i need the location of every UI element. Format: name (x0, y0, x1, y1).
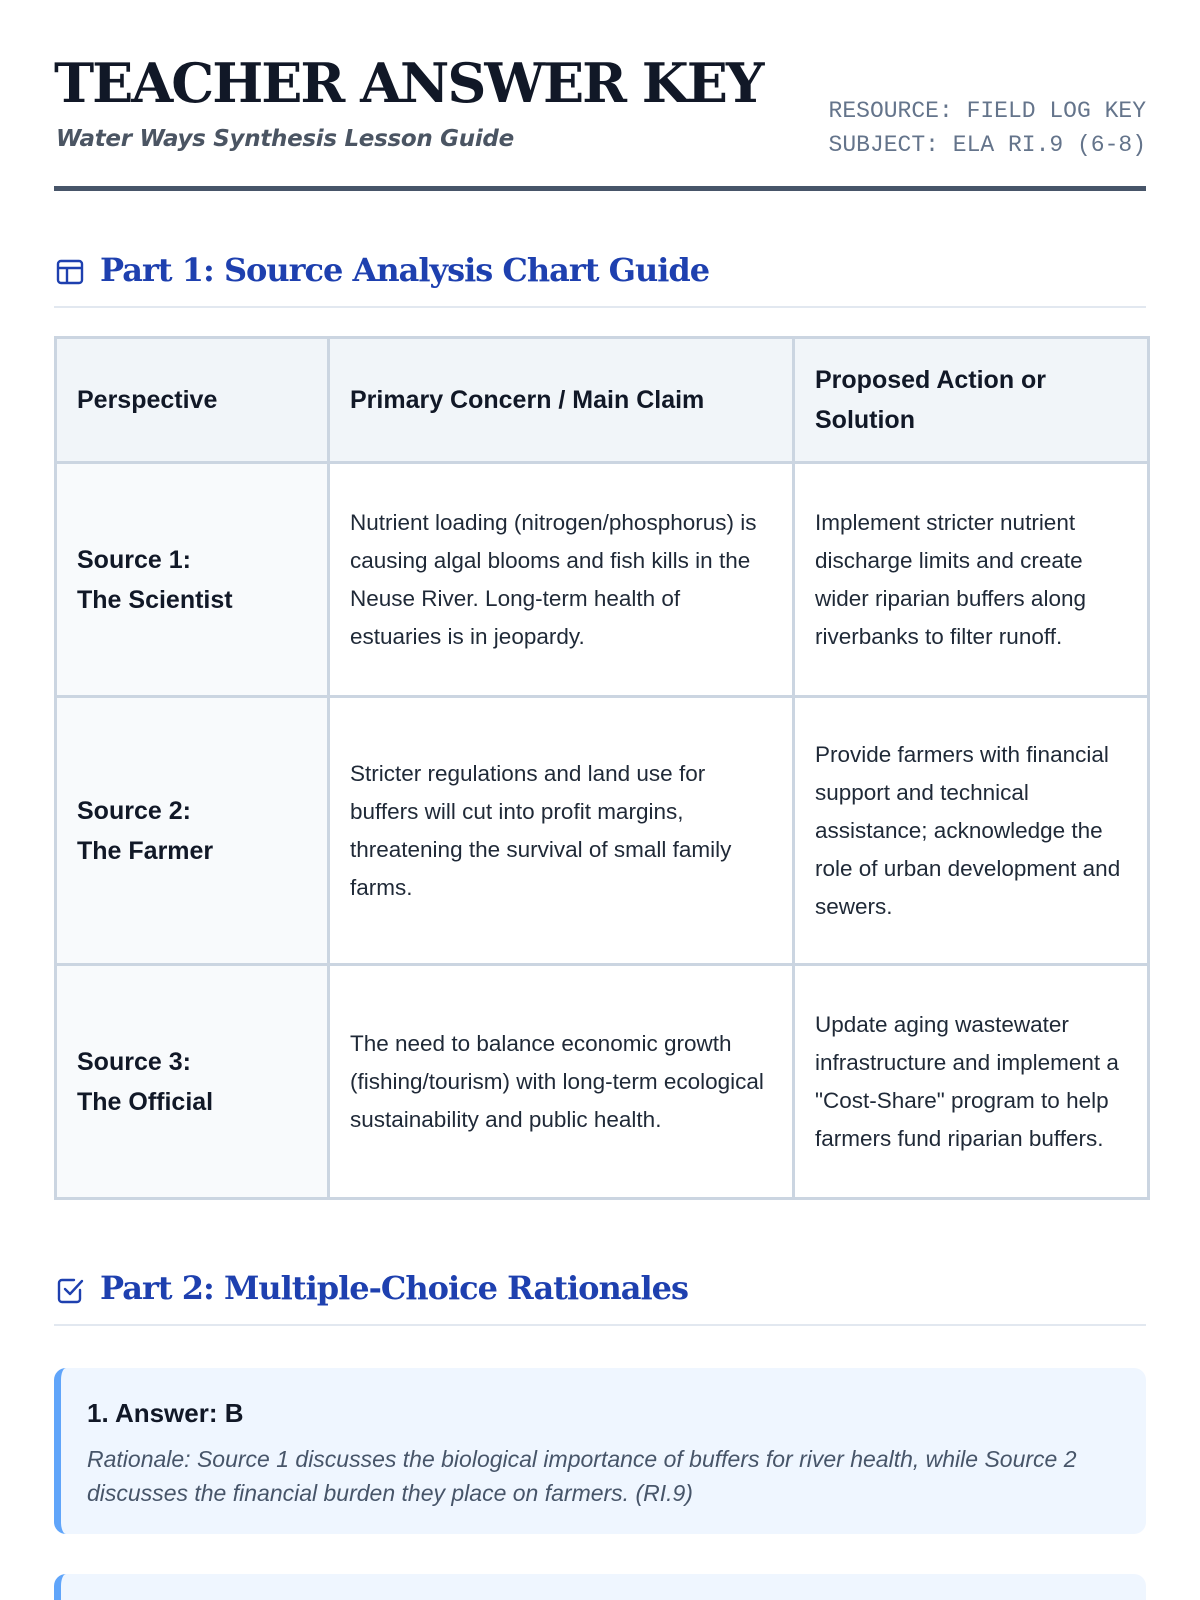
page-title: TEACHER ANSWER KEY (54, 51, 763, 115)
table-row (56, 697, 1149, 965)
table-icon (56, 258, 84, 286)
table-row (56, 965, 1149, 1199)
page-subtitle: Water Ways Synthesis Lesson Guide (56, 126, 514, 152)
action-cell: Update aging wastewater infrastructure and implement a "Cost-Share" program to help farmers fund riparian buffers. (794, 965, 1149, 1199)
action-cell: Provide farmers with financial support and technical assistance; acknowledge the role of urban development and sewers. (794, 697, 1149, 965)
column-header-perspective: Perspective (56, 338, 329, 463)
source-role: The Farmer (77, 836, 214, 865)
part2-heading: Part 2: Multiple-Choice Rationales (100, 1269, 688, 1307)
perspective-cell (56, 463, 329, 697)
rationale-card-partial (54, 1574, 1146, 1600)
concern-cell: The need to balance economic growth (fishing/tourism) with long-term ecological sustainability and public health. (329, 965, 794, 1199)
part1-heading: Part 1: Source Analysis Chart Guide (100, 251, 710, 289)
answer-label: 1. Answer: B (87, 1398, 244, 1428)
table-header-row (56, 338, 1149, 463)
part1-heading-bar (54, 246, 1146, 308)
action-cell: Implement stricter nutrient discharge limits and create wider riparian buffers along riverbanks to filter runoff. (794, 463, 1149, 697)
source-analysis-table (54, 336, 1150, 1200)
table-row (56, 463, 1149, 697)
source-number: Source 2: (77, 796, 191, 825)
column-header-concern: Primary Concern / Main Claim (329, 338, 794, 463)
concern-cell: Stricter regulations and land use for buffers will cut into profit margins, threatening the survival of small family farms. (329, 697, 794, 965)
part2-heading-bar (54, 1264, 1146, 1326)
perspective-cell (56, 697, 329, 965)
document-header (54, 50, 1146, 195)
source-role: The Official (77, 1087, 214, 1116)
source-number: Source 1: (77, 545, 191, 574)
rationale-text: Rationale: Source 1 discusses the biological importance of buffers for river health, while Source 2 discusses the financial burden they place on farmers. (RI.9) (87, 1446, 1077, 1506)
resource-label: RESOURCE: FIELD LOG KEY (828, 98, 1146, 124)
subject-label: SUBJECT: ELA RI.9 (6-8) (828, 132, 1146, 158)
source-number: Source 3: (77, 1047, 191, 1076)
resource-meta (829, 94, 1146, 162)
source-role: The Scientist (77, 585, 233, 614)
perspective-cell (56, 965, 329, 1199)
concern-cell: Nutrient loading (nitrogen/phosphorus) is causing algal blooms and fish kills in the Neuse River. Long-term health of estuaries is in jeopardy. (329, 463, 794, 697)
column-header-action: Proposed Action or Solution (794, 338, 1149, 463)
checkbox-icon (56, 1276, 84, 1304)
header-divider (54, 186, 1146, 191)
rationale-card (54, 1368, 1146, 1534)
